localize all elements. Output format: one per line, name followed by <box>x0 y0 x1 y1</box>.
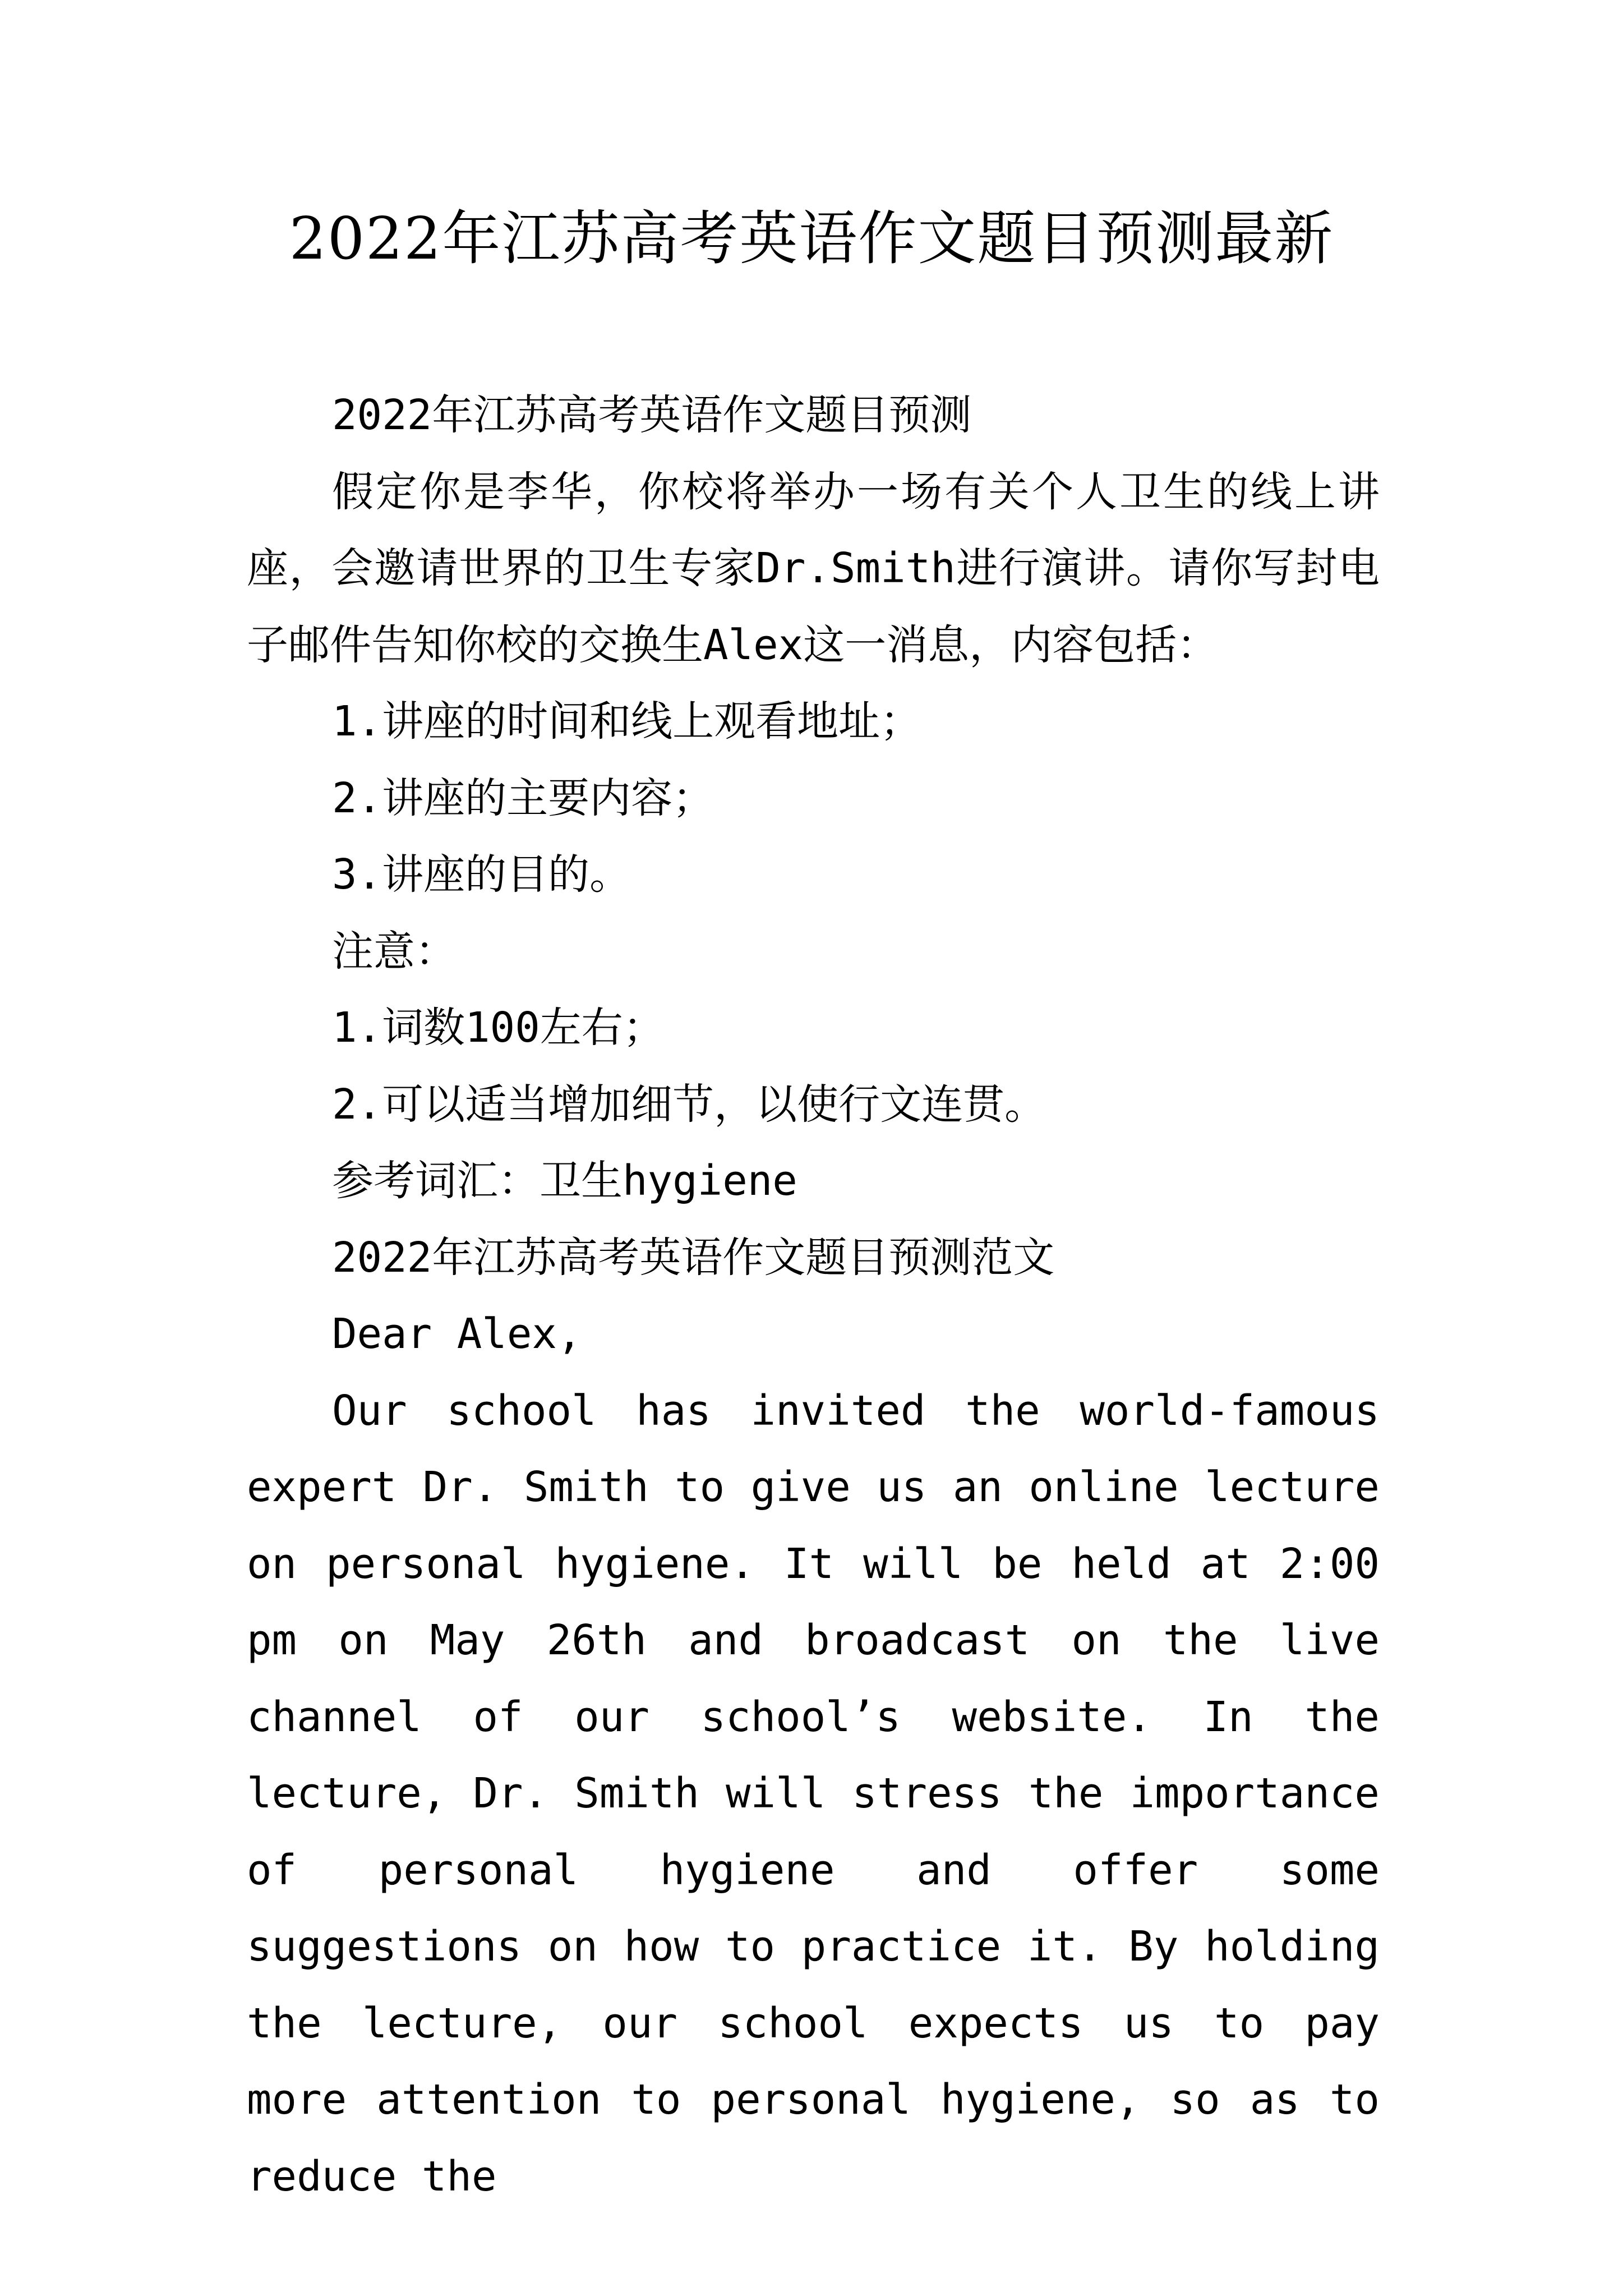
prompt-description: 假定你是李华，你校将举办一场有关个人卫生的线上讲座，会邀请世界的卫生专家Dr.Smith进行演讲。请你写封电子邮件告知你校的交换生Alex这一消息，内容包括： <box>247 467 1380 669</box>
requirement-item-2: 2.讲座的主要内容； <box>332 774 714 822</box>
prompt-heading: 2022年江苏高考英语作文题目预测 <box>332 391 972 439</box>
document-title: 2022年江苏高考英语作文题目预测最新 <box>289 204 1334 273</box>
note-item-2: 2.可以适当增加细节，以使行文连贯。 <box>332 1080 1046 1129</box>
essay-body-paragraph: Our school has invited the world-famous expert Dr. Smith to give us an online lecture on personal hygiene. It will be held at 2:00 pm on May 26th and broadcast on the live channel of our school’s website. In the lecture, Dr. Smith will stress the importance of personal hygiene and offer some suggestions on how to practice it. By holding the lecture, our school expects us to pay more attention to personal hygiene, so as to reduce the <box>247 1386 1380 2201</box>
requirement-item-3: 3.讲座的目的。 <box>332 850 631 899</box>
requirement-item-1: 1.讲座的时间和线上观看地址； <box>332 697 922 746</box>
document-body <box>247 377 1380 2215</box>
sample-essay-heading: 2022年江苏高考英语作文题目预测范文 <box>332 1233 1055 1282</box>
note-item-1: 1.词数100左右； <box>332 1004 665 1052</box>
reference-vocabulary: 参考词汇：卫生hygiene <box>332 1157 797 1205</box>
essay-salutation: Dear Alex, <box>332 1310 582 1358</box>
notes-heading: 注意： <box>332 927 457 976</box>
